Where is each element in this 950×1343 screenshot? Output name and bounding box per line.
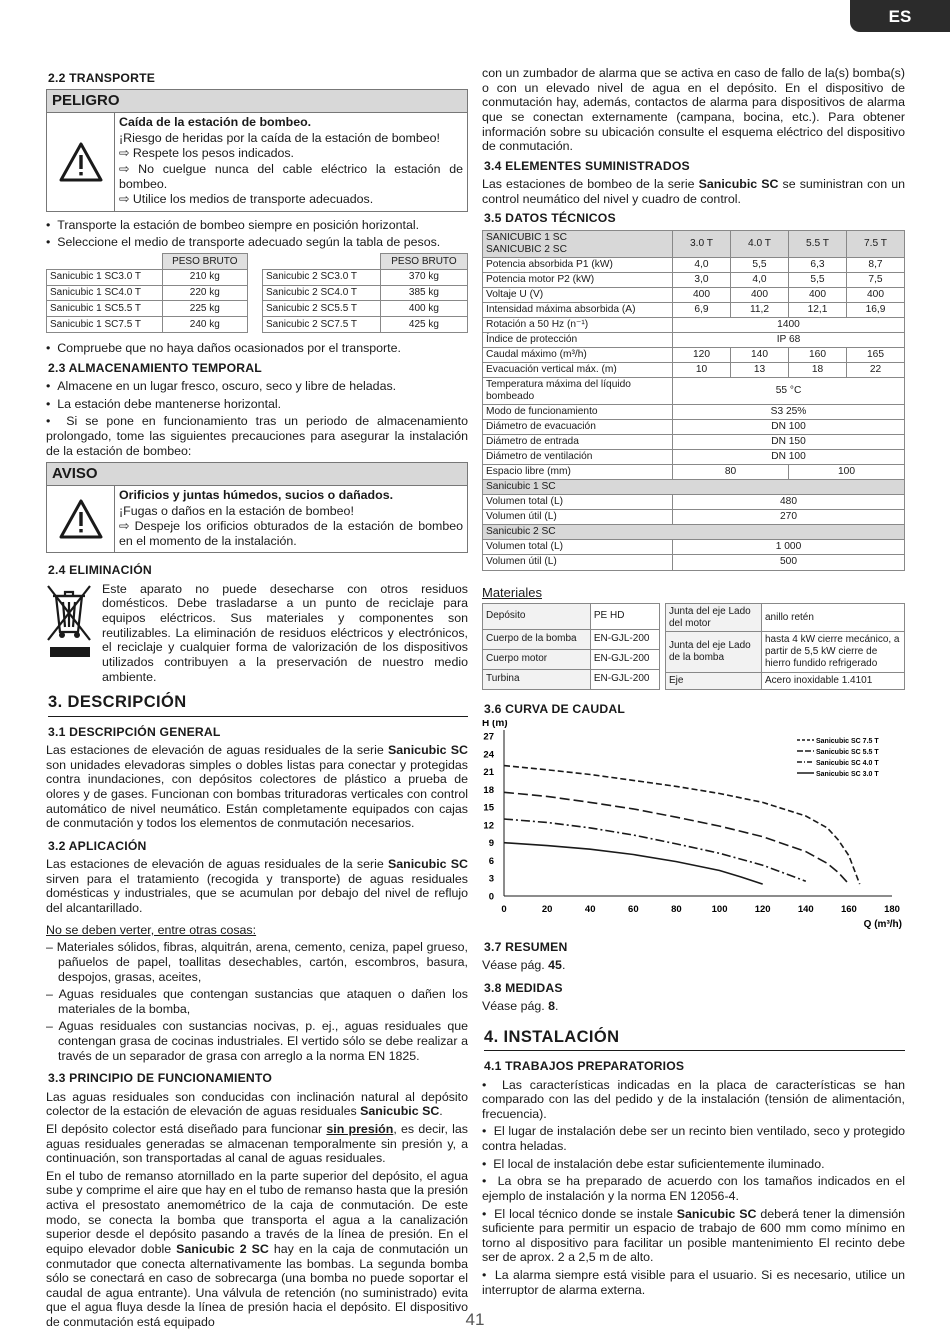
bullet-item: • Las características indicadas en la placa de características se han comparado con las del pedido y de la instalación (tensión de alimentación, frecuencia). xyxy=(482,1077,905,1121)
weights-table-2: PESO BRUTO Sanicubic 2 SC3.0 T 370 kg Sanicubic 2 SC4.0 T 385 kg Sanicubic 2 SC5.5 T 400 kg Sanicubic 2 SC7.5 T 425 kg xyxy=(262,253,468,333)
x-tick-label: 20 xyxy=(541,904,553,915)
table-row: Diámetro de ventilación DN 100 xyxy=(483,450,905,465)
section-title-eliminacion: 2.4 ELIMINACIÓN xyxy=(48,563,152,578)
bullet-item: • Almacene en un lugar fresco, oscuro, seco y libre de heladas. xyxy=(46,379,397,394)
notice-line: ⇨ Despeje los orificios obturados de la estación de bombeo en el momento de la instalación. xyxy=(119,519,463,548)
materials-tables xyxy=(482,603,905,690)
page-number: 41 xyxy=(465,1309,485,1329)
table-row: Sanicubic 1 SC3.0 T 210 kg xyxy=(47,269,248,285)
paragraph: Las estaciones de elevación de aguas residuales de la serie Sanicubic SC son unidades elevadoras simples o dobles listas para conectar y protegidas contra inundaciones, con depósitos colectores de plástico a prueba de olores y de gases. Funcionan con bombas trituradoras verticales con control automático de nivel neumático. Están completamente equipados con cajas de conmutación y todos los elementos de conmutación necesarios. xyxy=(46,743,468,831)
y-tick-label: 0 xyxy=(488,891,494,903)
legend-entry: Sanicubic SC 7.5 T xyxy=(816,738,879,745)
x-tick-label: 0 xyxy=(501,904,507,915)
table-row: Junta del eje Lado de la bomba hasta 4 kW cierre mecánico, a partir de 5,5 kW cierre de hierro fundido refrigerado xyxy=(666,632,905,672)
chapter-title-descripcion: 3. DESCRIPCIÓN xyxy=(48,693,468,716)
table-row: Evacuación vertical máx. (m) 10 13 18 22 xyxy=(483,363,905,378)
list-item: – Aguas residuales que contengan sustancias que ataquen o dañen los materiales de la bomba, xyxy=(46,987,468,1016)
table-row: Sanicubic 2 SC5.5 T 400 kg xyxy=(263,301,468,317)
table-row: Eje Acero inoxidable 1.4101 xyxy=(666,672,905,689)
section-title-principio: 3.3 PRINCIPIO DE FUNCIONAMIENTO xyxy=(48,1071,273,1086)
section-title-descripcion-general: 3.1 DESCRIPCIÓN GENERAL xyxy=(48,724,221,739)
table-row: Espacio libre (mm) 80 100 xyxy=(483,465,905,480)
section-title-aplicacion: 3.2 APLICACIÓN xyxy=(48,838,147,853)
paragraph: Las estaciones de bombeo de la serie Sanicubic SC se suministran con un control neumático del nivel y cuadro de control. xyxy=(482,177,905,206)
table-row: Volumen útil (L) 500 xyxy=(483,555,905,570)
paragraph: Las aguas residuales son conducidas con inclinación natural al depósito colector de la estación de elevación de aguas residuales Sanicubic SC. xyxy=(46,1089,468,1119)
legend-entry: Sanicubic SC 5.5 T xyxy=(816,749,879,756)
x-tick-label: 100 xyxy=(711,904,728,915)
paragraph: Véase pág. 8. xyxy=(482,999,559,1014)
bullet-item: • El local de instalación debe estar suficientemente iluminado. xyxy=(482,1156,825,1171)
x-axis-label: Q (m³/h) xyxy=(863,919,902,930)
table-row: Potencia motor P2 (kW) 3,0 4,0 5,5 7,5 xyxy=(483,272,905,287)
section-title-resumen: 3.7 RESUMEN xyxy=(484,939,568,954)
y-tick-label: 27 xyxy=(483,731,494,743)
x-tick-label: 60 xyxy=(628,904,639,915)
bullet-item: • El local técnico donde se instale Sanicubic SC deberá tener la dimensión suficiente para permitir un espacio de trabajo de 600 mm como mínimo en torno al dispositivo para facilitar un posible mantenimiento El recinto debe ser de aprox. 2 a 2,5 m de alto. xyxy=(482,1206,906,1265)
legend-entry: Sanicubic SC 3.0 T xyxy=(816,771,879,778)
section-title-suministrados: 3.4 ELEMENTES SUMINISTRADOS xyxy=(484,158,690,173)
danger-head: PELIGRO xyxy=(47,90,467,113)
bullet-item: • Compruebe que no haya daños ocasionados por el transporte. xyxy=(46,341,401,356)
x-tick-label: 180 xyxy=(884,904,900,915)
tech-data-table: SANICUBIC 1 SC SANICUBIC 2 SC 3.0 T 4.0 T 5.5 T 7.5 T Potencia absorbida P1 (kW) 4,0 5,5 6,3 8,7 Potencia motor P2 (kW) 3,0 4,0 5,5 7,5 Voltaje U (V) 400 400 400 400 Intensidad máxima absorbida (A) 6,9 11,2 12,1 16,9 Rotación a 50 Hz (n⁻¹) 1400 Índice de protección IP 68 Caudal máximo (m³/h) 120 140 160 165 Evacuación vertical máx. (m) 10 13 18 22 Temperatura máxima del líquido bombeado 55 °C Modo de funcionamiento S3 25% Diámetro de evacuación DN 100 Diámetro de entrada DN 150 Diámetro de ventilación DN 100 Espacio libre (mm) 80 100 Sanicubic 1 SC Volumen total (L) 480 Volumen útil (L) 270 Sanicubic 2 SC Volumen total (L) 1 000 Volumen útil (L) 500 xyxy=(482,230,905,571)
table-row: Potencia absorbida P1 (kW) 4,0 5,5 6,3 8,7 xyxy=(483,257,905,272)
table-row: Sanicubic 2 SC7.5 T 425 kg xyxy=(263,317,468,333)
section-title-trabajos: 4.1 TRABAJOS PREPARATORIOS xyxy=(484,1059,685,1074)
table-row: Sanicubic 1 SC4.0 T 220 kg xyxy=(47,285,248,301)
table-row: Cuerpo de la bomba EN-GJL-200 xyxy=(483,629,660,649)
list-item: – Materiales sólidos, fibras, alquitrán, arena, cemento, ceniza, papel grueso, pañuelos de papel, toallitas desechables, cartón, escombros, basura, despojos, grasas, aceites, xyxy=(46,940,468,984)
paragraph: En el tubo de remanso atornillado en la parte superior del depósito, el agua sube y comprime el aire que hay en el tubo de remanso hasta que la presión activa el presostato anemométrico de la caja de conmutación. De este modo, se conecta la bomba que transporta el agua a la canalización superior desde el depósito pasando a través de la línea de presión. En el equipo elevador doble Sanicubic 2 SC hay en la caja de conmutación un conmutador que conecta alternativamente las bombas. La segunda bomba sólo se conectará en caso de sobrecarga (una bomba no puede soportar el caudal de agua entrante). Una válvula de retención (no suministrado) evita que el agua fluya desde la línea de presión hacia el depósito. El dispositivo de conmutación está equipado xyxy=(46,1168,468,1330)
series-line xyxy=(504,792,849,884)
table-row: Sanicubic 2 SC3.0 T 370 kg xyxy=(263,269,468,285)
table-row: Sanicubic 1 SC xyxy=(483,480,905,495)
danger-box xyxy=(46,89,468,211)
table-row: Diámetro de entrada DN 150 xyxy=(483,435,905,450)
table-row: Volumen total (L) 1 000 xyxy=(483,540,905,555)
notice-box xyxy=(46,462,468,553)
table-row: Volumen útil (L) 270 xyxy=(483,510,905,525)
y-tick-label: 24 xyxy=(483,749,494,761)
series-line xyxy=(504,766,860,885)
notice-title: Orificios y juntas húmedos, sucios o dañados. xyxy=(119,487,394,502)
danger-line: ¡Riesgo de heridas por la caída de la estación de bombeo! xyxy=(119,130,440,145)
table-row: Cuerpo motor EN-GJL-200 xyxy=(483,649,660,669)
table-row: Junta del eje Lado del motor anillo retén xyxy=(666,603,905,632)
table-row: Volumen total (L) 480 xyxy=(483,495,905,510)
x-tick-label: 40 xyxy=(584,904,596,915)
paragraph: No se deben verter, entre otras cosas: xyxy=(46,922,257,937)
chapter-title-instalacion: 4. INSTALACIÓN xyxy=(484,1028,905,1051)
paragraph: El depósito colector está diseñado para funcionar sin presión, es decir, las aguas residuales generadas se almacenan temporalmente sin presión y, a continuación, son transportadas al canal de aguas residuales. xyxy=(46,1121,469,1166)
y-tick-label: 9 xyxy=(488,838,494,850)
right-column xyxy=(482,66,905,1300)
paragraph: con un zumbador de alarma que se activa en caso de fallo de la(s) bomba(s) o con un elevado nivel de agua en el depósito. En el dispositivo de conmutación hay, además, contactos de alarma para dispositivos de alarma que se conectan externamente (campana, bocina, etc.). Para obtener información sobre su ubicación consulte el esquema eléctrico del dispositivo de conmutación. xyxy=(482,66,905,154)
y-tick-label: 15 xyxy=(483,802,494,814)
table-row: Sanicubic 2 SC xyxy=(483,525,905,540)
table-row: Sanicubic 2 SC4.0 T 385 kg xyxy=(263,285,468,301)
section-title-curva: 3.6 CURVA DE CAUDAL xyxy=(484,701,626,716)
x-tick-label: 80 xyxy=(671,904,682,915)
flow-curve-chart xyxy=(482,720,905,934)
table-row: Voltaje U (V) 400 400 400 400 xyxy=(483,287,905,302)
bullet-item: • La obra se ha preparado de acuerdo con los tamaños indicados en el ejemplo de instalación y la norma EN 12056-4. xyxy=(482,1174,905,1203)
bullet-item: • Transporte la estación de bombeo siempre en posición horizontal. xyxy=(46,217,420,232)
table-row: Diámetro de evacuación DN 100 xyxy=(483,420,905,435)
table-row: Sanicubic 1 SC7.5 T 240 kg xyxy=(47,317,248,333)
danger-line: ⇨ No cuelgue nunca del cable eléctrico la estación de bombeo. xyxy=(119,161,463,191)
disposal-text: Este aparato no puede desecharse con otros residuos domésticos. Debe trasladarse a un punto de reciclaje para equipos eléctricos. Sus materiales y componentes son reutilizables. La eliminación de residuos eléctricos y electrónicos, el reciclaje y cualquier forma de valorización de los dispositivos utilizados contribuyen a la preservación de nuestro medio ambiente. xyxy=(102,581,468,684)
table-row: Índice de protección IP 68 xyxy=(483,333,905,348)
section-title-datos-tecnicos: 3.5 DATOS TÉCNICOS xyxy=(484,211,616,226)
materials-title: Materiales xyxy=(482,584,542,600)
y-tick-label: 3 xyxy=(488,873,494,885)
table-row: Temperatura máxima del líquido bombeado 55 °C xyxy=(483,378,905,405)
section-title-medidas: 3.8 MEDIDAS xyxy=(484,980,563,995)
x-tick-label: 120 xyxy=(754,904,771,915)
list-item: – Aguas residuales con sustancias nocivas, p. ej., aguas residuales que contengan grasa de cocinas industriales. El vertido sólo se debe realizar a través de un separador de grasa con arreglo a la norma EN 1825. xyxy=(46,1019,468,1063)
weights-tables xyxy=(46,253,468,333)
weights-table-1: PESO BRUTO Sanicubic 1 SC3.0 T 210 kg Sanicubic 1 SC4.0 T 220 kg Sanicubic 1 SC5.5 T 225 kg Sanicubic 1 SC7.5 T 240 kg xyxy=(46,253,248,333)
y-tick-label: 18 xyxy=(483,784,494,796)
notice-line: ¡Fugas o daños en la estación de bombeo! xyxy=(119,503,354,518)
bullet-item: • La alarma siempre está visible para el usuario. Si es necesario, utilice un interruptor de alarma externa. xyxy=(482,1268,905,1297)
chart-svg xyxy=(482,720,905,930)
table-row: Modo de funcionamiento S3 25% xyxy=(483,405,905,420)
series-line xyxy=(504,819,806,881)
bullet-item: • Si se pone en funcionamiento tras un periodo de almacenamiento prolongado, tome las siguientes precauciones para asegurar la instalación de la estación de bombeo: xyxy=(46,414,468,458)
danger-line: ⇨ Utilice los medios de transporte adecuados. xyxy=(119,192,374,207)
language-tab: ES xyxy=(850,0,950,32)
legend-entry: Sanicubic SC 4.0 T xyxy=(816,760,879,767)
table-row: Sanicubic 1 SC5.5 T 225 kg xyxy=(47,301,248,317)
y-axis-label: H (m) xyxy=(482,720,508,729)
materials-table-2 xyxy=(665,603,905,690)
x-tick-label: 160 xyxy=(840,904,857,915)
warning-triangle-icon xyxy=(47,113,115,211)
paragraph: Véase pág. 45. xyxy=(482,958,566,973)
materials-table-1 xyxy=(482,603,660,690)
table-row: Turbina EN-GJL-200 xyxy=(483,669,660,689)
section-title-almacenamiento: 2.3 ALMACENAMIENTO TEMPORAL xyxy=(48,360,262,375)
danger-title: Caída de la estación de bombeo. xyxy=(119,115,312,130)
y-tick-label: 6 xyxy=(488,855,494,867)
table-row: Depósito PE HD xyxy=(483,603,660,629)
table-row: Rotación a 50 Hz (n⁻¹) 1400 xyxy=(483,317,905,332)
y-tick-label: 21 xyxy=(483,767,494,779)
y-tick-label: 12 xyxy=(483,820,494,832)
table-row: Intensidad máxima absorbida (A) 6,9 11,2 12,1 16,9 xyxy=(483,302,905,317)
x-tick-label: 140 xyxy=(797,904,814,915)
bullet-item: • Seleccione el medio de transporte adecuado según la tabla de pesos. xyxy=(46,235,441,250)
left-column xyxy=(46,66,468,1333)
paragraph: Las estaciones de elevación de aguas residuales de la serie Sanicubic SC sirven para el tratamiento (recogida y transporte) de aguas residuales domésticas y industriales, que se acumulan por debajo del nivel de reflujo del alcantarillado. xyxy=(46,857,468,916)
notice-head: AVISO xyxy=(47,463,467,486)
table-row: Caudal máximo (m³/h) 120 140 160 165 xyxy=(483,348,905,363)
series-line xyxy=(504,843,763,884)
warning-triangle-icon xyxy=(47,486,115,553)
bullet-item: • El lugar de instalación debe ser un recinto bien ventilado, seco y protegido contra heladas. xyxy=(482,1124,905,1154)
section-title-transporte: 2.2 TRANSPORTE xyxy=(48,71,156,85)
bullet-item: • La estación debe mantenerse horizontal. xyxy=(46,396,282,411)
weee-bin-icon xyxy=(46,582,102,687)
danger-line: ⇨ Respete los pesos indicados. xyxy=(119,146,294,161)
